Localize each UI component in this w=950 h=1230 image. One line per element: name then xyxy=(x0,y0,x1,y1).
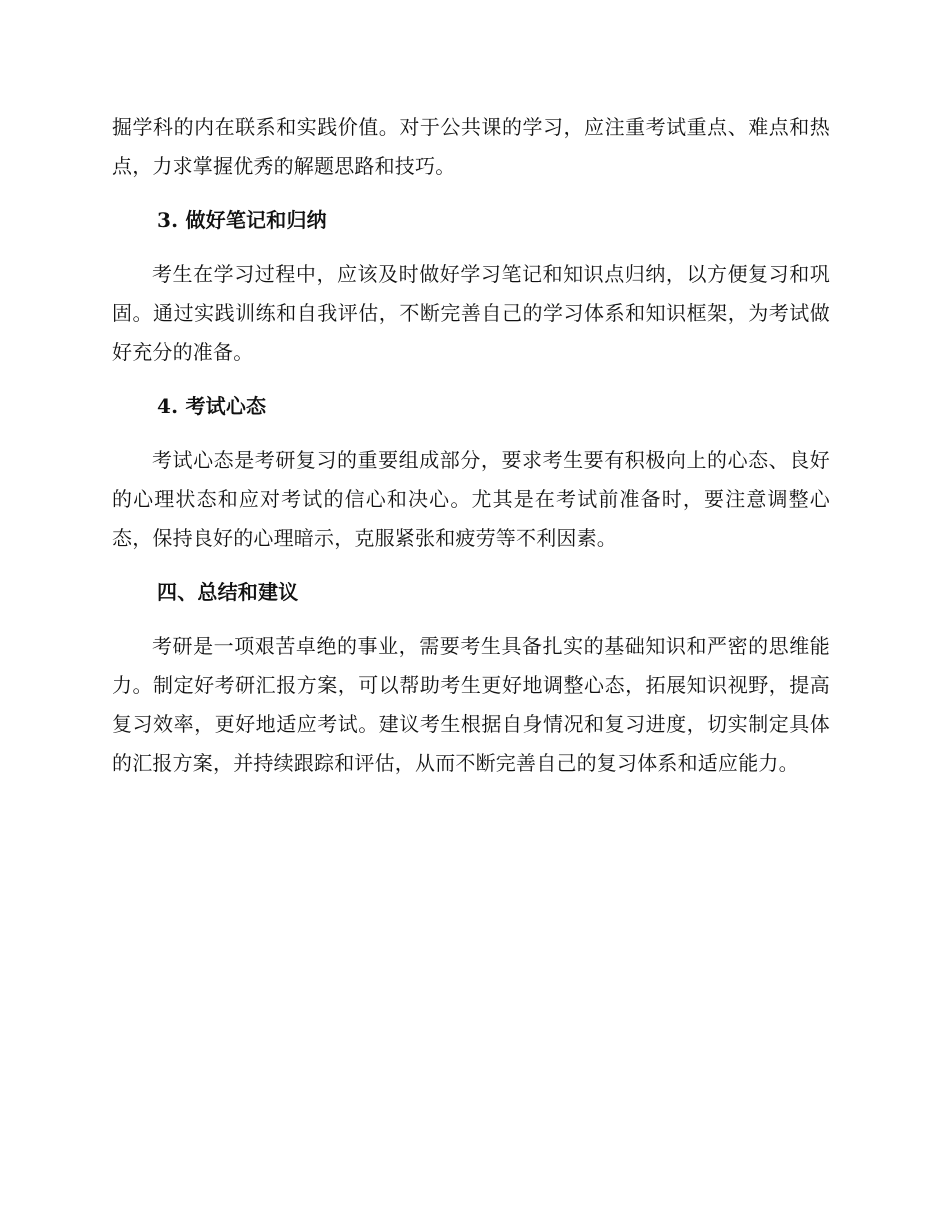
section-heading-summary: 四、总结和建议 xyxy=(157,580,299,604)
paragraph-mindset: 考试心态是考研复习的重要组成部分，要求考生要有积极向上的心态、良好的心理状态和应对考试的信心和决心。尤其是在考试前准备时，要注意调整心态，保持良好的心理暗示，克服紧张和疲劳等不利因素。 xyxy=(112,448,830,550)
section-heading-mindset: 4. 考试心态 xyxy=(157,394,267,418)
paragraph-notes: 考生在学习过程中，应该及时做好学习笔记和知识点归纳，以方便复习和巩固。通过实践训练和自我评估，不断完善自己的学习体系和知识框架，为考试做好充分的准备。 xyxy=(112,262,830,364)
document-body xyxy=(112,108,830,798)
paragraph-continued: 掘学科的内在联系和实践价值。对于公共课的学习，应注重考试重点、难点和热点，力求掌握优秀的解题思路和技巧。 xyxy=(112,115,830,178)
section-heading-notes: 3. 做好笔记和归纳 xyxy=(157,208,327,232)
paragraph-summary: 考研是一项艰苦卓绝的事业，需要考生具备扎实的基础知识和严密的思维能力。制定好考研汇报方案，可以帮助考生更好地调整心态，拓展知识视野，提高复习效率，更好地适应考试。建议考生根据自身情况和复习进度，切实制定具体的汇报方案，并持续跟踪和评估，从而不断完善自己的复习体系和适应能力。 xyxy=(112,634,830,775)
